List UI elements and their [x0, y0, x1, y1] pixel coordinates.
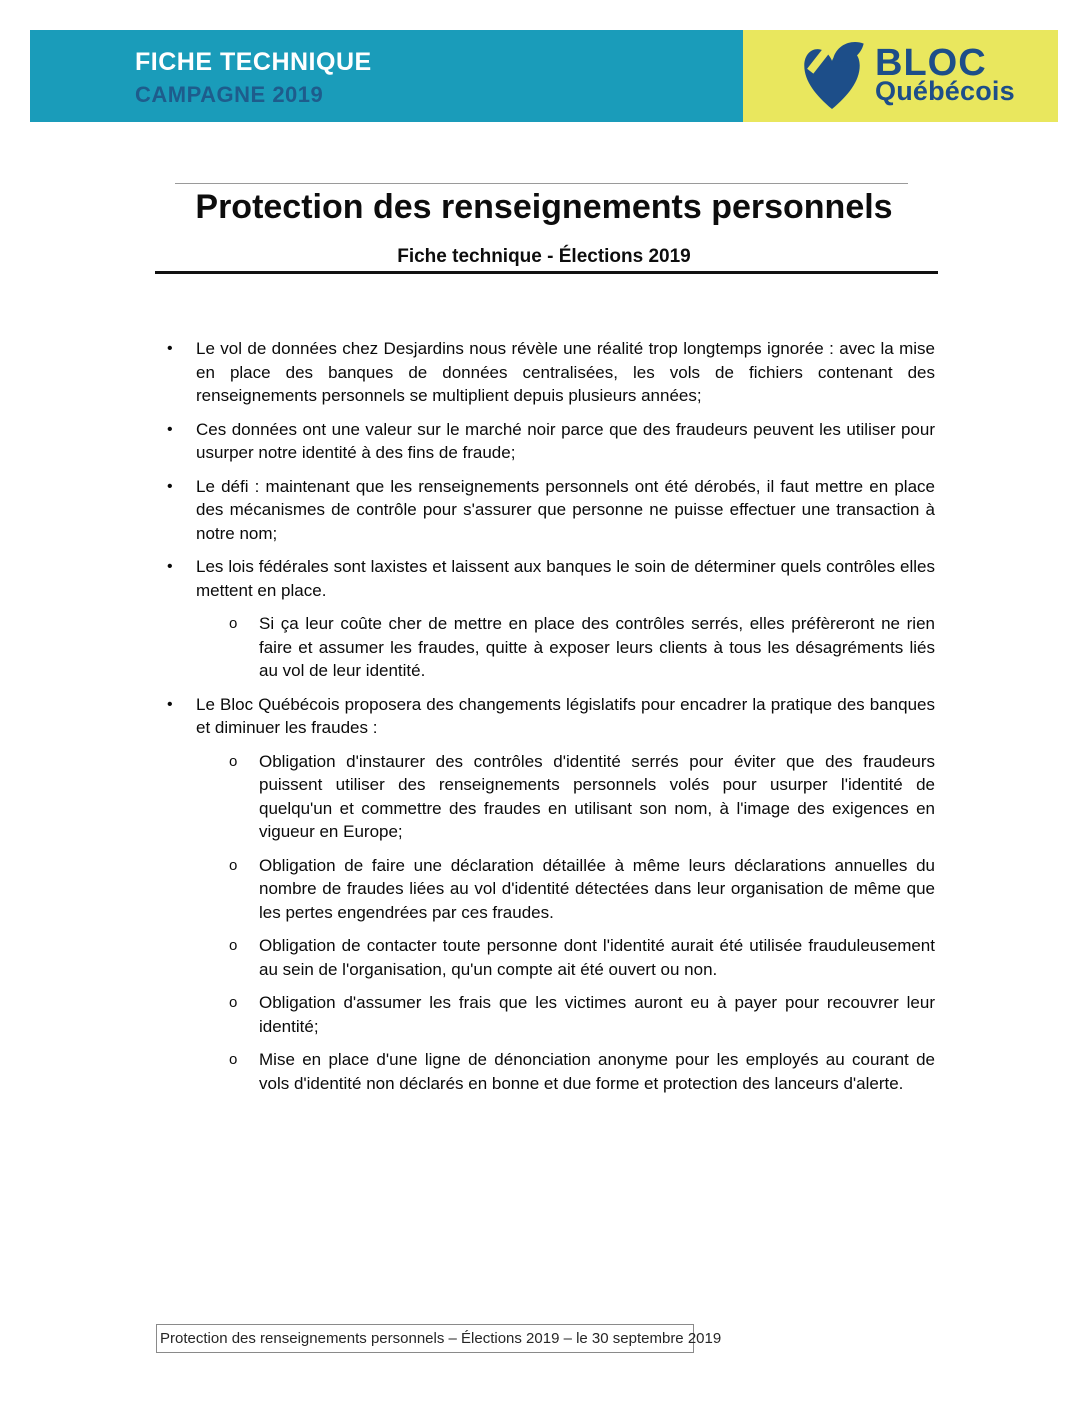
bullet-circle-icon: o [229, 752, 238, 770]
list-item [165, 693, 935, 740]
list-item [165, 750, 935, 844]
list-item [165, 1048, 935, 1095]
title-top-rule [175, 183, 908, 184]
banner-yellow-section [743, 30, 1058, 122]
bullet-dot-icon: • [167, 695, 173, 713]
campagne-2019-label: CAMPAGNE 2019 [135, 82, 324, 107]
list-item [165, 991, 935, 1038]
page-title: Protection des renseignements personnels [195, 188, 893, 226]
list-item-text: Obligation de contacter toute personne dont l'identité aurait été utilisée frauduleusement au sein de l'organisation, qu'un compte ait été ouvert ou non. [259, 936, 935, 979]
header-banner [30, 30, 1058, 122]
list-item-text: Obligation d'assumer les frais que les victimes auront eu à payer pour recouvrer leur identité; [259, 993, 935, 1036]
list-item [165, 337, 935, 408]
bullet-circle-icon: o [229, 994, 238, 1011]
document-body [165, 337, 935, 1105]
list-item-text: Obligation de faire une déclaration détaillée à même leurs déclarations annuelles du nombre de fraudes liées au vol d'identité détectées dans leur organisation de même que les pertes engendrées par ces fraudes. [259, 855, 935, 922]
bullet-dot-icon: • [167, 477, 173, 495]
list-item [165, 854, 935, 925]
list-item [165, 612, 935, 683]
footer-box [156, 1324, 722, 1353]
list-item-text: Le Bloc Québécois proposera des changements législatifs pour encadrer la pratique des banques et diminuer les fraudes : [196, 694, 935, 737]
list-item-text: Obligation d'instaurer des contrôles d'identité serrés pour éviter que des fraudeurs puissent utiliser des renseignements personnels volés pour usurper l'identité de quelqu'un et commettre des fraudes en utilisant son nom, à l'image des exigences en vigueur en Europe; [259, 751, 935, 841]
bloc-quebecois-logo [799, 40, 1015, 112]
fiche-technique-label: FICHE TECHNIQUE [135, 48, 372, 76]
logo-wordmark [875, 42, 1015, 106]
bullet-dot-icon: • [167, 420, 173, 438]
page-subtitle: Fiche technique - Élections 2019 [397, 246, 691, 267]
list-item [165, 555, 935, 602]
list-item-text: Les lois fédérales sont laxistes et laissent aux banques le soin de déterminer quels contrôles elles mettent en place. [196, 557, 935, 600]
bullet-circle-icon: o [229, 937, 238, 954]
list-item [165, 934, 935, 981]
banner-teal-section [30, 30, 743, 122]
list-item-text: Si ça leur coûte cher de mettre en place des contrôles serrés, elles préfèreront ne rien faire et assumer les fraudes, quitte à exposer leurs clients à tous les désagréments liés au vol de leur identité. [259, 614, 935, 680]
subtitle-rule [155, 271, 938, 274]
list-item-text: Le vol de données chez Desjardins nous révèle une réalité trop longtemps ignorée : avec la mise en place des banques de données centralisées, les vols de fichiers contenant des renseignements personnels se multiplient depuis plusieurs années; [196, 339, 935, 405]
bloc-quebecois-heart-leaf-icon [799, 40, 865, 112]
bullet-dot-icon: • [167, 558, 173, 575]
list-item-text: Ces données ont une valeur sur le marché noir parce que des fraudeurs peuvent les utiliser pour usurper notre identité à des fins de fraude; [196, 419, 935, 462]
list-item [165, 475, 935, 546]
logo-bloc-text: BLOC [875, 42, 987, 84]
bullet-circle-icon: o [229, 615, 238, 632]
bullet-list [165, 337, 935, 1095]
bullet-dot-icon: • [167, 340, 173, 357]
bullet-circle-icon: o [229, 1051, 238, 1068]
footer-text: Protection des renseignements personnels – Élections 2019 – le 30 septembre 2019 [160, 1330, 722, 1347]
list-item [165, 418, 935, 465]
logo-quebecois-text: Québécois [875, 76, 1015, 106]
bullet-circle-icon: o [229, 856, 238, 874]
list-item-text: Le défi : maintenant que les renseignements personnels ont été dérobés, il faut mettre en place des mécanismes de contrôle pour s'assurer que personne ne puisse effectuer une transaction à notre nom; [196, 476, 935, 543]
list-item-text: Mise en place d'une ligne de dénonciation anonyme pour les employés au courant de vols d'identité non déclarés en bonne et due forme et protection des lanceurs d'alerte. [259, 1050, 935, 1093]
